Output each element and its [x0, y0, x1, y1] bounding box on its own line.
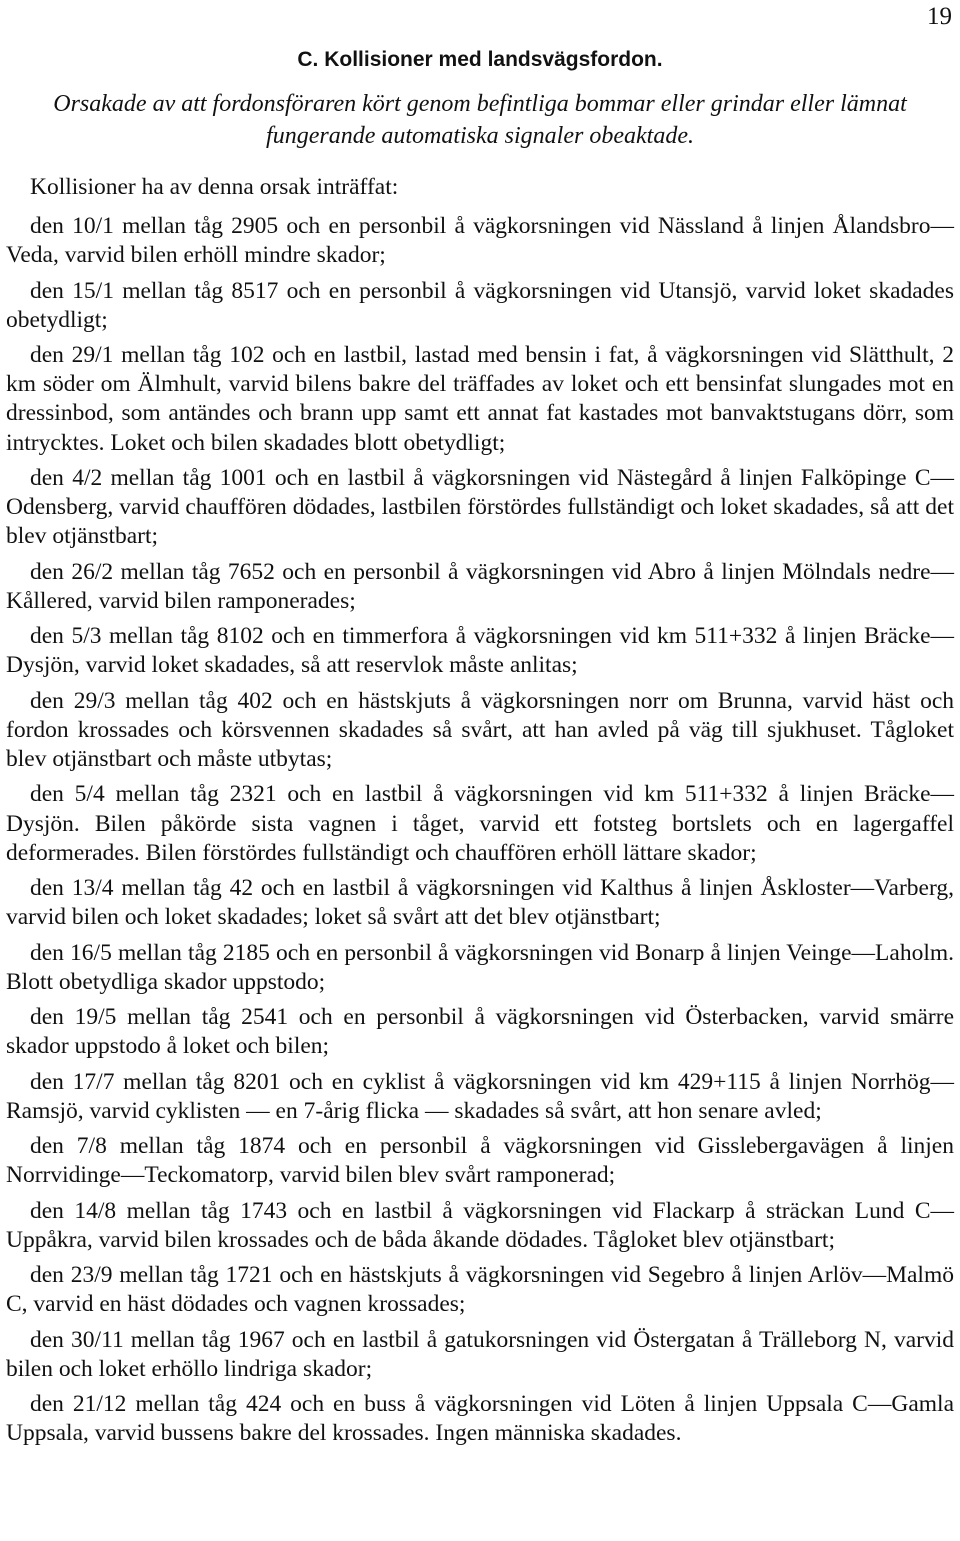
- collision-entry: den 7/8 mellan tåg 1874 och en personbil å vägkorsningen vid Gisslebergavägen å linjen Norrvidinge—Teckomatorp, varvid bilen blev svårt ramponerad;: [6, 1133, 954, 1189]
- collision-entry: den 26/2 mellan tåg 7652 och en personbil å vägkorsningen vid Abro å linjen Mölndals nedre—Kållered, varvid bilen ramponerades;: [6, 558, 954, 614]
- collision-entry: den 13/4 mellan tåg 42 och en lastbil å vägkorsningen vid Kalthus å linjen Åskloster—Varberg, varvid bilen och loket skadades; loket så svårt att det blev otjänstbart;: [6, 875, 954, 931]
- collision-entry: den 29/1 mellan tåg 102 och en lastbil, lastad med bensin i fat, å vägkorsningen vid Slätthult, 2 km söder om Älmhult, varvid bilens bakre del träffades av loket och ett bensinfat slungades mot en dressinbod, som antändes och brann upp samt ett annat fat kastades mot banvaktstugans dörr, som intrycktes. Loket och bilen skadades blott obetydligt;: [6, 342, 954, 456]
- collision-entry: den 29/3 mellan tåg 402 och en hästskjuts å vägkorsningen norr om Brunna, varvid häst och fordon krossades och körsvennen skadades så svårt, att han avled på väg till sjukhuset. Tågloket blev otjänstbart och måste utbytas;: [6, 687, 954, 773]
- collision-entry: den 19/5 mellan tåg 2541 och en personbil å vägkorsningen vid Österbacken, varvid smärre skador uppstodo å loket och bilen;: [6, 1004, 954, 1060]
- collision-entry: den 23/9 mellan tåg 1721 och en hästskjuts å vägkorsningen vid Segebro å linjen Arlöv—Malmö C, varvid en häst dödades och vagnen krossades;: [6, 1262, 954, 1318]
- collision-entry: den 17/7 mellan tåg 8201 och en cyklist å vägkorsningen vid km 429+115 å linjen Norrhög—Ramsjö, varvid cyklisten — en 7-årig flicka — skadades så svårt, att hon senare avled;: [6, 1068, 954, 1124]
- section-heading: C. Kollisioner med landsvägsfordon.: [297, 48, 663, 71]
- subheading-line-2: fungerande automatiska signaler obeaktade.: [266, 123, 694, 149]
- collision-entry: den 10/1 mellan tåg 2905 och en personbil å vägkorsningen vid Nässland å linjen Ålandsbro—Veda, varvid bilen erhöll mindre skador;: [6, 213, 954, 269]
- subheading: [0, 88, 960, 152]
- collision-entry: den 4/2 mellan tåg 1001 och en lastbil å vägkorsningen vid Nästegård å linjen Falköpinge C—Odensberg, varvid chauffören dödades, lastbilen förstördes fullständigt och loket skadades, så att det blev otjänstbart;: [6, 464, 954, 550]
- collision-entry: den 16/5 mellan tåg 2185 och en personbil å vägkorsningen vid Bonarp å linjen Veinge—Laholm. Blott obetydliga skador uppstodo;: [6, 939, 954, 995]
- collision-list: [6, 212, 954, 1455]
- collision-entry: den 5/4 mellan tåg 2321 och en lastbil å vägkorsningen vid km 511+332 å linjen Bräcke—Dysjön. Bilen påkörde sista vagnen i tåget, varvid ett fotsteg bortslets och en lagergaffel deformerades. Bilen förstördes fullständigt och chauffören erhöll lättare skador;: [6, 781, 954, 866]
- collision-entry: den 30/11 mellan tåg 1967 och en lastbil å gatukorsningen vid Östergatan å Trälleborg N, varvid bilen och loket erhöllo lindriga skador;: [6, 1326, 954, 1382]
- collision-entry: den 14/8 mellan tåg 1743 och en lastbil å vägkorsningen vid Flackarp å sträckan Lund C—Uppåkra, varvid bilen krossades och de båda åkande dödades. Tågloket blev otjänstbart;: [6, 1197, 954, 1253]
- collision-entry: den 5/3 mellan tåg 8102 och en timmerfora å vägkorsningen vid km 511+332 å linjen Bräcke—Dysjön, varvid loket skadades, så att reservlok måste anlitas;: [6, 623, 954, 679]
- page-number: 19: [927, 3, 952, 30]
- collision-entry: den 21/12 mellan tåg 424 och en buss å vägkorsningen vid Löten å linjen Uppsala C—Gamla Uppsala, varvid bussens bakre del krossades. Ingen människa skadades.: [6, 1391, 954, 1447]
- intro-text: Kollisioner ha av denna orsak inträffat:: [30, 174, 399, 200]
- subheading-line-1: Orsakade av att fordonsföraren kört genom befintliga bommar eller grindar eller lämnat: [53, 91, 907, 117]
- collision-entry: den 15/1 mellan tåg 8517 och en personbil å vägkorsningen vid Utansjö, varvid loket skadades obetydligt;: [6, 277, 954, 333]
